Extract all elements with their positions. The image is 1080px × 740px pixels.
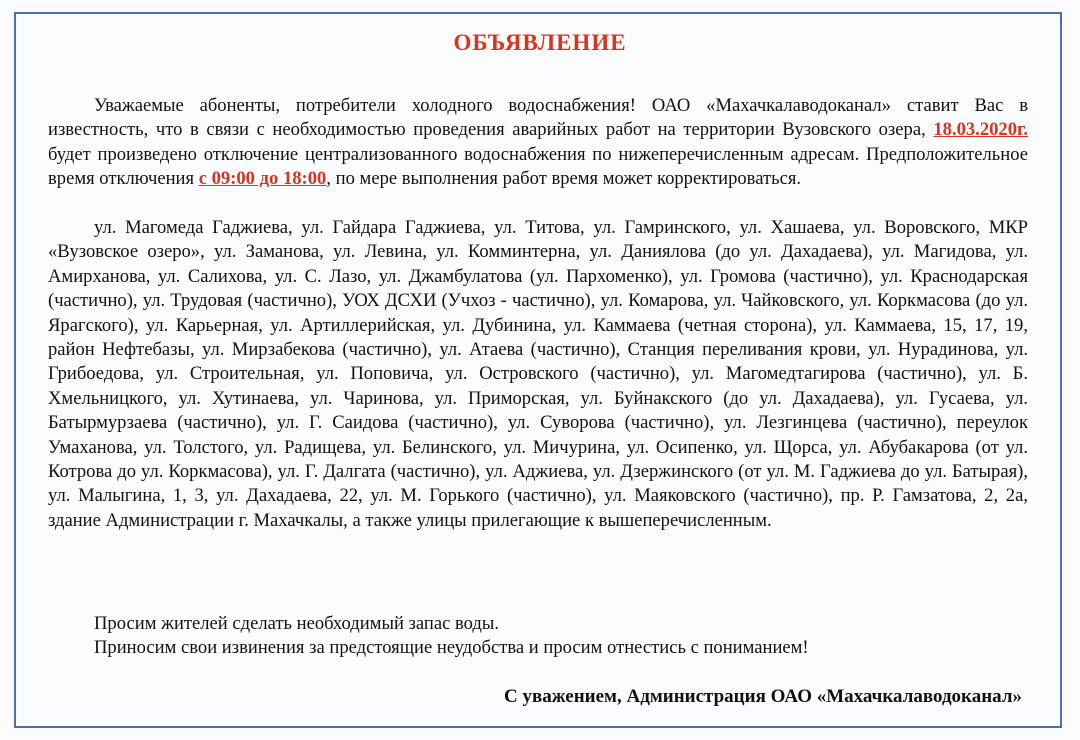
intro-text-3: , по мере выполнения работ время может корректироваться. <box>326 168 802 190</box>
notice-title: ОБЪЯВЛЕНИЕ <box>453 30 627 55</box>
outage-time: с 09:00 до 18:00 <box>198 168 327 190</box>
intro-text-2: будет произведено отключение централизованного водоснабжения по нижеперечисленным адресам. Предположительное время отключения <box>48 143 1028 190</box>
outage-date: 18.03.2020г. <box>933 119 1028 141</box>
water-supply-request: Просим жителей сделать необходимый запас воды. <box>94 613 500 634</box>
intro-paragraph <box>48 94 1028 192</box>
address-list: ул. Магомеда Гаджиева, ул. Гайдара Гаджиева, ул. Титова, ул. Гамринского, ул. Хашаева, ул. Воровского, МКР «Вузовское озеро», ул. Заманова, ул. Левина, ул. Комминтерна, ул. Даниялова (до ул. Дахадаева), ул. Магидова, ул. Амирханова, ул. Салихова, ул. С. Лазо, ул. Джамбулатова (ул. Пархоменко), ул. Громова (частично), ул. Краснодарская (частично), ул. Трудовая (частично), УОХ ДСХИ (Учхоз - частично), ул. Комарова, ул. Чайковского, ул. Коркмасова (до ул. Ярагского), ул. Карьерная, ул. Артиллерийская, ул. Дубинина, ул. Каммаева (четная сторона), ул. Каммаева, 15, 17, 19, район Нефтебазы, ул. Мирзабекова (частично), ул. Атаева (частично), Станция переливания крови, ул. Нурадинова, ул. Грибоедова, ул. Строительная, ул. Поповича, ул. Островского (частично), ул. Магомедтагирова (частично), ул. Б. Хмельницкого, ул. Хутинаева, ул. Чаринова, ул. Приморская, ул. Буйнакского (до ул. Дахадаева), ул. Гусаева, ул. Батырмурзаева (частично), ул. Г. Саидова (частично), ул. Суворова (частично), ул. Лезгинцева (частично), переулок Умаханова, ул. Толстого, ул. Радищева, ул. Белинского, ул. Мичурина, ул. Осипенко, ул. Щорса, ул. Абубакарова (от ул. Котрова до ул. Коркмасова), ул. Г. Далгата (частично), ул. Аджиева, ул. Дзержинского (от ул. М. Гаджиева до ул. Батырая), ул. Малыгина, 1, 3, ул. Дахадаева, 22, ул. М. Горького (частично), ул. Маяковского (частично), пр. Р. Гамзатова, 2, 2а, здание Администрации г. Махачкалы, а также улицы прилегающие к вышеперечисленным. <box>48 217 1028 531</box>
apology-text: Приносим свои извинения за предстоящие неудобства и просим отнестись с пониманием! <box>94 637 809 658</box>
signature: С уважением, Администрация ОАО «Махачкалаводоканал» <box>504 686 1022 707</box>
intro-text-1: Уважаемые абоненты, потребители холодного водоснабжения! ОАО «Махачкалаводоканал» ставит Вас в известность, что в связи с необходимостью проведения аварийных работ на территории Вузовского озера, <box>48 95 1028 141</box>
